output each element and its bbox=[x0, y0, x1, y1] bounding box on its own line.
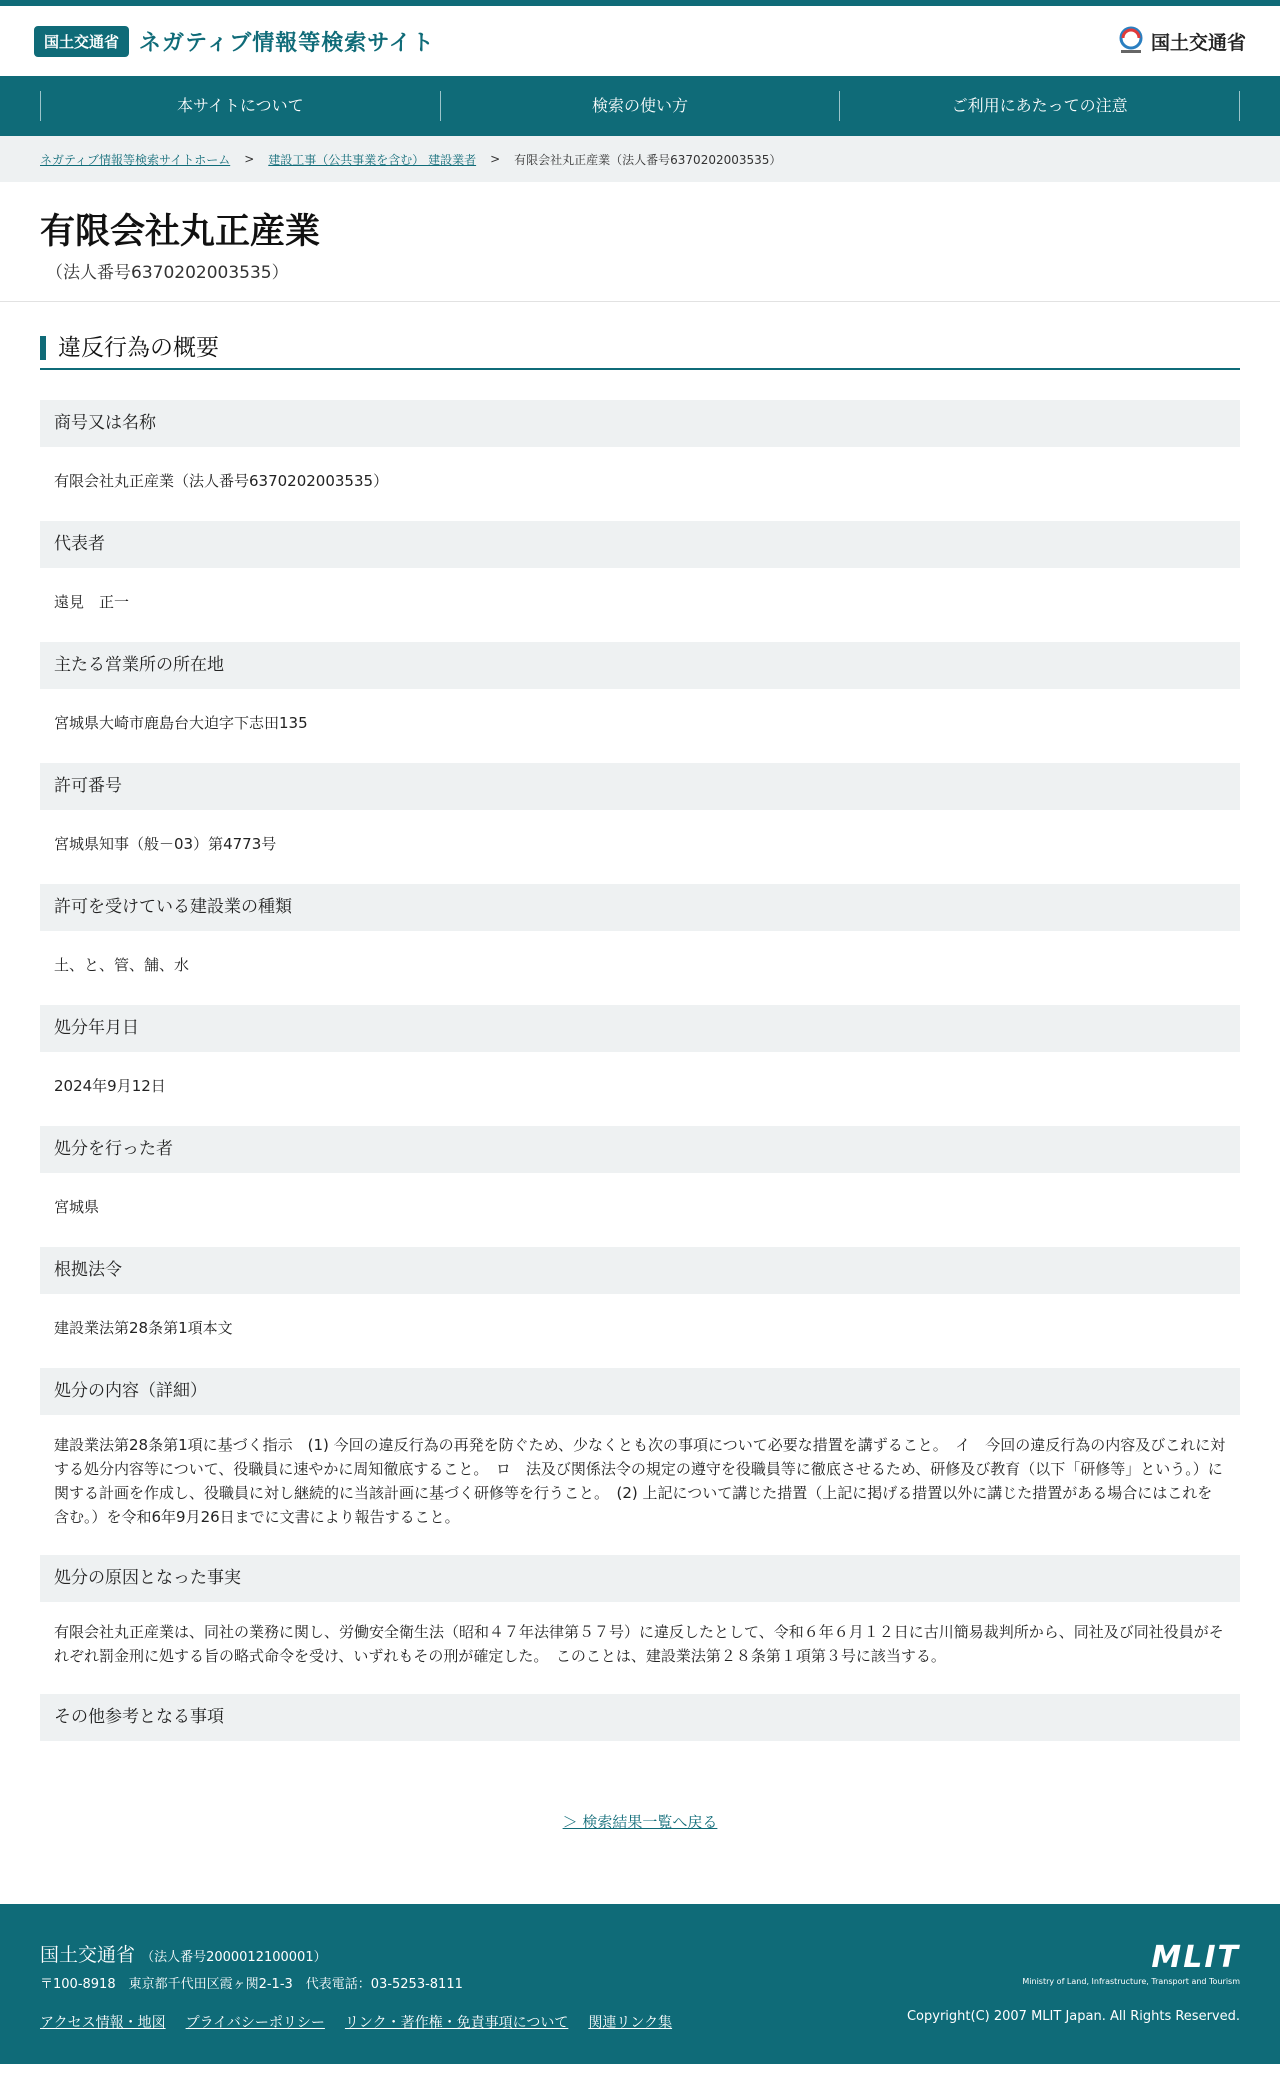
corporate-number: （法人番号6370202003535） bbox=[46, 263, 289, 283]
field-label: 許可番号 bbox=[40, 763, 1240, 810]
field-legal-basis bbox=[40, 1247, 1240, 1368]
field-label: 処分を行った者 bbox=[40, 1126, 1240, 1173]
field-label: 代表者 bbox=[40, 521, 1240, 568]
field-disposition-details bbox=[40, 1368, 1240, 1555]
field-value: 建設業法第28条第1項本文 bbox=[54, 1319, 233, 1337]
field-value: 2024年9月12日 bbox=[54, 1077, 166, 1095]
breadcrumb-category-link[interactable]: 建設工事（公共事業を含む） 建設業者 bbox=[268, 152, 477, 167]
page-title: 有限会社丸正産業 bbox=[40, 212, 321, 252]
field-label: 主たる営業所の所在地 bbox=[40, 642, 1240, 689]
nav-item-notes[interactable]: ご利用にあたっての注意 bbox=[839, 91, 1240, 121]
site-header bbox=[0, 6, 1280, 76]
field-value: 宮城県 bbox=[54, 1198, 100, 1216]
footer-address: 〒100-8918 東京都千代田区霞ヶ関2-1-3 代表電話：03-5253-8111 bbox=[40, 1977, 463, 1992]
back-link-wrap bbox=[40, 1811, 1240, 1832]
field-label: 商号又は名称 bbox=[40, 400, 1240, 447]
footer-link-privacy[interactable]: プライバシーポリシー bbox=[185, 2015, 325, 2031]
field-label: 処分年月日 bbox=[40, 1005, 1240, 1052]
footer-link-access[interactable]: アクセス情報・地図 bbox=[40, 2015, 166, 2031]
breadcrumb bbox=[0, 136, 1280, 182]
section-heading-text: 違反行為の概要 bbox=[40, 336, 1240, 360]
field-label: 処分の原因となった事実 bbox=[40, 1555, 1240, 1602]
field-license-number bbox=[40, 763, 1240, 884]
mlit-logo-text: MLIT bbox=[1151, 1940, 1240, 1975]
mlit-swirl-icon bbox=[1117, 26, 1145, 56]
footer-org-corp: （法人番号2000012100001） bbox=[141, 1950, 327, 1965]
field-business-types bbox=[40, 884, 1240, 1005]
page-title-block bbox=[0, 182, 1280, 302]
nav-item-how-to-search[interactable]: 検索の使い方 bbox=[440, 91, 840, 121]
site-logo[interactable] bbox=[34, 26, 435, 57]
site-title: ネガティブ情報等検索サイト bbox=[139, 30, 435, 56]
breadcrumb-current: 有限会社丸正産業（法人番号6370202003535） bbox=[514, 152, 782, 167]
ministry-badge: 国土交通省 bbox=[34, 26, 129, 57]
breadcrumb-separator: > bbox=[244, 152, 255, 166]
main-content bbox=[0, 302, 1280, 1832]
mlit-logo-subtitle: Ministry of Land, Infrastructure, Transport and Tourism bbox=[1022, 1977, 1240, 1986]
footer-mlit-logo[interactable] bbox=[1022, 1940, 1240, 1986]
footer-org-name: 国土交通省 bbox=[40, 1944, 136, 1966]
ministry-name: 国土交通省 bbox=[1150, 31, 1246, 54]
field-label: その他参考となる事項 bbox=[40, 1694, 1240, 1741]
field-value: 宮城県大崎市鹿島台大迫字下志田135 bbox=[54, 714, 308, 732]
field-value: 有限会社丸正産業は、同社の業務に関し、労働安全衛生法（昭和４７年法律第５７号）に違反したとして、令和６年６月１２日に古川簡易裁判所から、同社及び同社役員がそれぞれ罰金刑に処する旨の略式命令を受け、いずれもその刑が確定した。 このことは、建設業法第２８条第１項第３号に該当する。 bbox=[54, 1623, 1224, 1665]
field-value: 遠見 正一 bbox=[54, 593, 130, 611]
breadcrumb-separator: > bbox=[490, 152, 501, 166]
field-value: 有限会社丸正産業（法人番号6370202003535） bbox=[54, 472, 389, 490]
field-value: 建設業法第28条第1項に基づく指示 (1) 今回の違反行為の再発を防ぐため、少なくとも次の事項について必要な措置を講ずること。 イ 今回の違反行為の内容及びこれに対する処分内容等について、役職員に速やかに周知徹底すること。 ロ 法及び関係法令の規定の遵守を役職員等に徹底させるため、研修及び教育（以下「研修等」という。）に関する計画を作成し、役職員に対し継続的に当該計画に基づく研修等を行うこと。 (2) 上記について講じた措置（上記に掲げる措置以外に講じた措置がある場合にはこれを含む。）を令和6年9月26日までに文書により報告すること。 bbox=[54, 1436, 1226, 1526]
footer-link-copyright[interactable]: リンク・著作権・免責事項について bbox=[344, 2015, 569, 2031]
ministry-logo[interactable] bbox=[1117, 26, 1246, 56]
back-to-results-link[interactable]: ＞ 検索結果一覧へ戻る bbox=[562, 1813, 718, 1831]
footer-copyright: Copyright(C) 2007 MLIT Japan. All Rights Reserved. bbox=[906, 2009, 1240, 2024]
field-disposing-authority bbox=[40, 1126, 1240, 1247]
field-other-references bbox=[40, 1694, 1240, 1741]
nav-item-about[interactable]: 本サイトについて bbox=[40, 91, 440, 121]
field-cause-facts bbox=[40, 1555, 1240, 1694]
field-representative bbox=[40, 521, 1240, 642]
field-trade-name bbox=[40, 400, 1240, 521]
field-label: 処分の内容（詳細） bbox=[40, 1368, 1240, 1415]
main-nav bbox=[0, 76, 1280, 136]
footer-link-related[interactable]: 関連リンク集 bbox=[588, 2015, 673, 2031]
field-label: 許可を受けている建設業の種類 bbox=[40, 884, 1240, 931]
field-address bbox=[40, 642, 1240, 763]
field-disposition-date bbox=[40, 1005, 1240, 1126]
field-label: 根拠法令 bbox=[40, 1247, 1240, 1294]
site-footer bbox=[0, 1904, 1280, 2064]
breadcrumb-home-link[interactable]: ネガティブ情報等検索サイトホーム bbox=[40, 152, 231, 167]
field-value: 土、と、管、舗、水 bbox=[54, 956, 190, 974]
section-heading bbox=[40, 336, 1240, 370]
field-value: 宮城県知事（般－03）第4773号 bbox=[54, 835, 277, 853]
